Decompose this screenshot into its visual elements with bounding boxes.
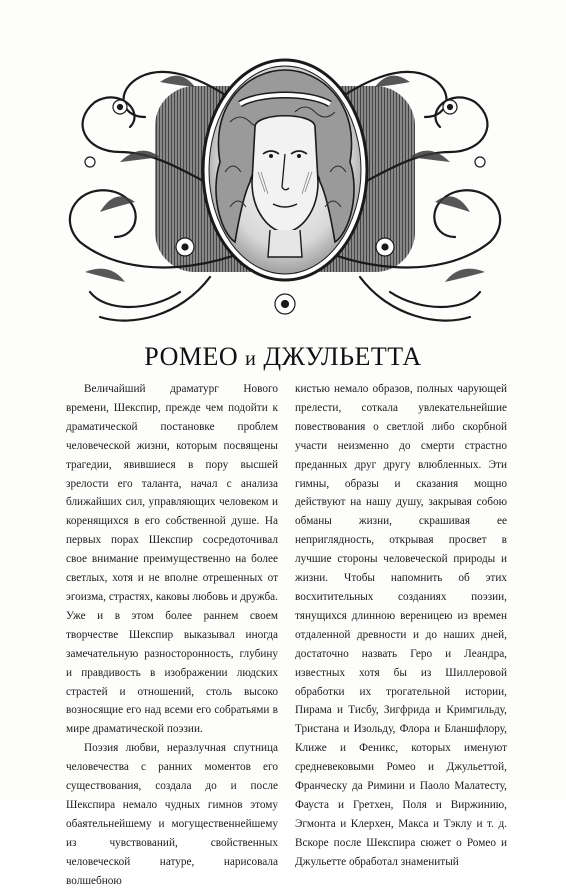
- right-text-column: [295, 380, 507, 872]
- paragraph: Величайший драматург Нового времени, Шекспир, прежде чем подойти к драматической постановке проблем человеческой жизни, которым посвящены трагедии, явившиеся в пору высшей зрелости его таланта, начал с анализа ближайших сил, управляющих человеком и коренящихся в его собственной душе. На первых порах Шекспир сосредоточивал свое внимание преимущественно на более светлых, хотя и не вполне отрешенных от эгоизма, страстях, каковы любовь и дружба. Уже и в этом более раннем своем творчестве Шекспир выказывал иногда замечательную разносторонность, глубину и правдивость в изображении людских страстей и отношений, столь высоко возносящие его над всеми его собратьями в мире драматической поэзии.: [66, 383, 278, 736]
- page-title: [0, 342, 566, 372]
- ornamental-headpiece-icon: [60, 42, 510, 330]
- title-end: ДЖУЛЬЕТТА: [256, 342, 422, 371]
- paragraph: кистью немало образов, полных чарующей прелести, соткала увлекательнейшие повествования о светлой либо скорбной участи неизменно до смерти страстно преданных друг другу влюбленных. Эти гимны, образы и сказания мощно действуют на нашу душу, закрывая собою обманы жизни, скрашивая ее неприглядность, открывая просвет в лучшие стороны человеческой природы и жизни. Чтобы напомнить об этих восхитительных созданиях поэзии, тянущихся длинною вереницею из времен отдаленной древности и до наших дней, достаточно назвать Геро и Леандра, известных хотя бы из Шиллеровой обработки их трогательной истории, Пирама и Тисбу, Зигфрида и Кримгильду, Тристана и Изольду, Флора и Бланшфлору, Клиже и Феникс, которых именуют средневековыми Ромео и Джульеттой, Франческу да Римини и Паоло Малатесту, Фауста и Гретхен, Поля и Виржинию, Эгмонта и Клерхен, Макса и Тэклу и т. д. Вскоре после Шекспира сюжет о Ромео и Джульетте обработал знаменитый: [295, 383, 507, 868]
- paragraph: Поэзия любви, неразлучная спутница человечества с ранних моментов его существования, создала до и после Шекспира немало чудных гимнов этому обаятельнейшему и могущественнейшему из чувствований, свойственных человеческой натуре, нарисовала волшебною: [66, 742, 278, 887]
- left-text-column: [66, 380, 278, 890]
- title-conjunction: и: [245, 348, 257, 370]
- title-main: РОМЕО: [144, 342, 246, 371]
